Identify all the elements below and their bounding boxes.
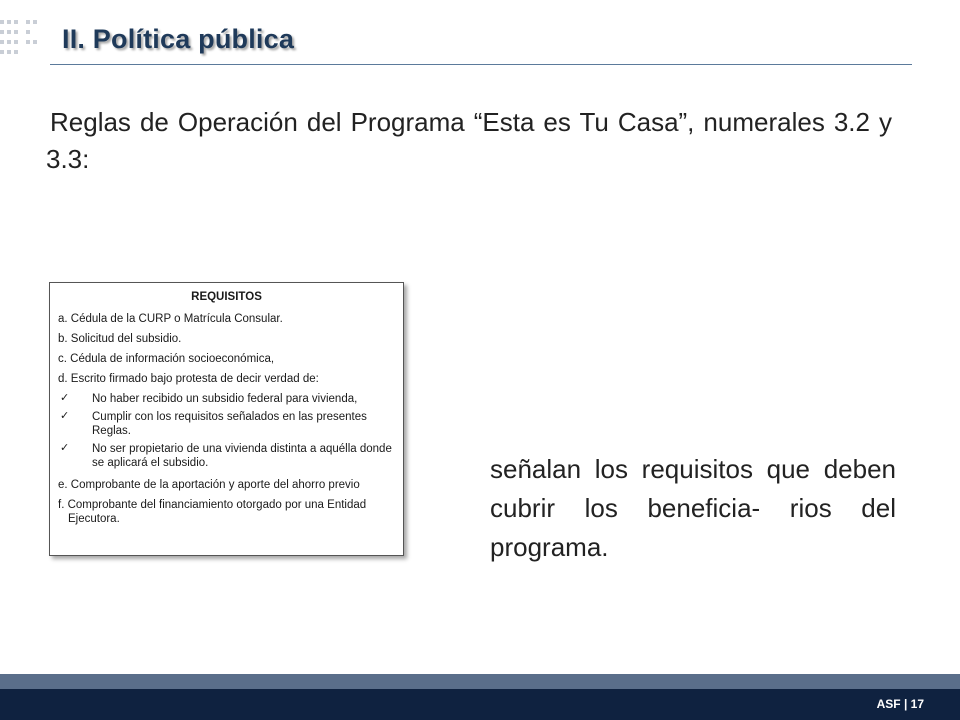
requisito-check-1 — [58, 392, 395, 406]
checkmark-icon: ✓ — [60, 442, 70, 454]
footer-page-label: ASF | 17 — [876, 697, 924, 711]
requisito-c: c. Cédula de información socioeconómica, — [58, 353, 275, 365]
requisito-f: f. Comprobante del financiamiento otorgado por una Entidad — [58, 499, 367, 511]
requisito-e: e. Comprobante de la aportación y aporte del ahorro previo — [58, 479, 360, 491]
requisito-check-2 — [58, 410, 395, 438]
page-title: II. Política pública — [62, 24, 295, 54]
decorative-dots-icon — [0, 18, 40, 66]
requisito-check-2-text: Cumplir con los requisitos señalados en las presentes Reglas. — [92, 411, 367, 437]
checkmark-icon: ✓ — [60, 410, 70, 422]
intro-paragraph: Reglas de Operación del Programa “Esta es Tu Casa”, numerales 3.2 y 3.3: — [46, 107, 892, 174]
requisito-check-1-text: No haber recibido un subsidio federal para vivienda, — [92, 393, 358, 405]
checkmark-icon: ✓ — [60, 392, 70, 404]
requisito-b: b. Solicitud del subsidio. — [58, 333, 182, 345]
title-divider — [50, 64, 912, 65]
footer-band-dark — [0, 689, 960, 720]
requisito-check-3 — [58, 442, 395, 470]
requisito-d: d. Escrito firmado bajo protesta de decir verdad de: — [58, 373, 319, 385]
requisito-check-3-text: No ser propietario de una vivienda distinta a aquélla donde se aplicará el subsidio. — [92, 443, 392, 469]
requisito-f-continuation: Ejecutora. — [68, 513, 120, 525]
requisitos-title: REQUISITOS — [191, 291, 262, 303]
requisito-a: a. Cédula de la CURP o Matrícula Consular. — [58, 313, 283, 325]
note-paragraph: señalan los requisitos que deben cubrir los beneficia- rios del programa. — [490, 454, 896, 562]
requisitos-box — [49, 282, 404, 556]
footer-band-light — [0, 674, 960, 689]
